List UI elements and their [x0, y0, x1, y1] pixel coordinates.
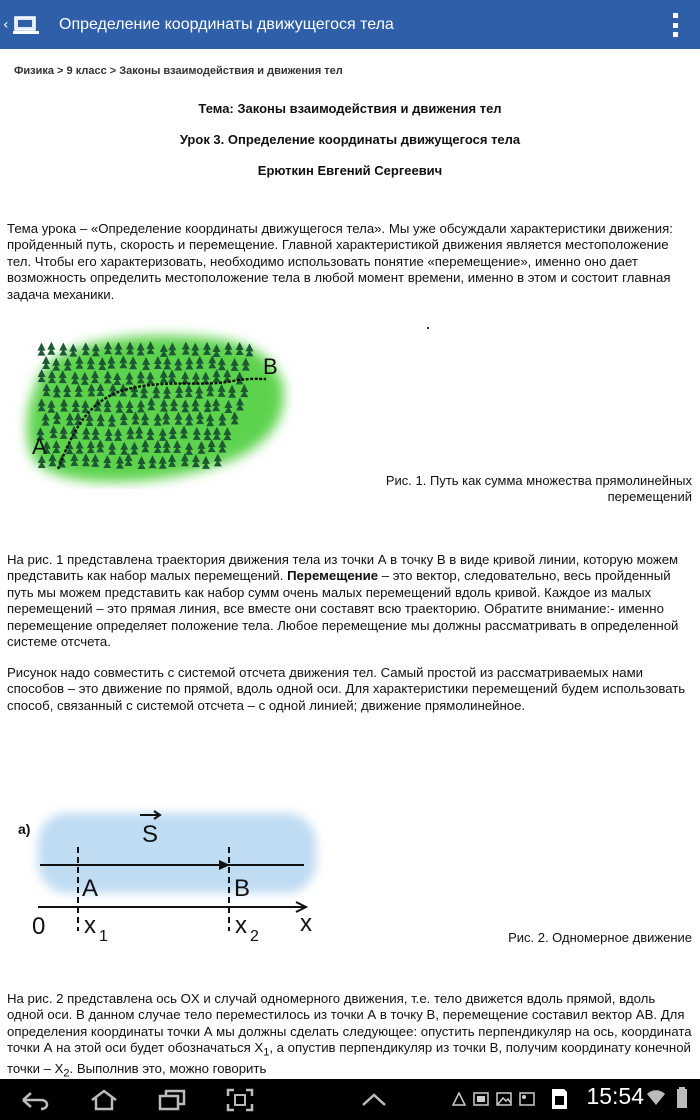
- back-arrow-icon[interactable]: [2, 1079, 70, 1120]
- paragraph-coordinates-a: На рис. 2 представлена ось OX и случай одномерного движения, т.е. тело движется вдоль прямой, вдоль одной оси. В данном случае тело переместилось из точки А в точку В, перемещение составил вектор АВ. Для определения координаты точки А мы должны сделать следующее: опустить перпендикуляр на ось, координата точки А на этой оси будет обозначаться Х: [7, 991, 692, 1056]
- tree-icon: [47, 342, 55, 355]
- paragraph-reference-frame: Рисунок надо совместить с системой отсчета движения тел. Самый простой из рассматриваемых нами способов – это движение по прямой, вдоль одной оси. Для характеристики перемещений будем использовать способ, связанный с системой отсчета – с одной линией; движение прямолинейное.: [7, 665, 686, 713]
- monitor-app-icon[interactable]: [13, 14, 39, 36]
- figure-2-one-dimensional-motion: [16, 801, 326, 951]
- tree-icon: [42, 356, 50, 369]
- paragraph-trajectory-start: На рис. 1 представлена траектория движения тела из точки А в точку В в виде кривой линии, которую можем представить как набор малых перемещений.: [7, 552, 679, 584]
- tree-icon: [82, 342, 90, 355]
- axis-x-label: x: [300, 910, 312, 937]
- figure-1-forest-path: [18, 321, 293, 489]
- article-content: [0, 49, 700, 1079]
- figure-1-caption: [386, 473, 692, 505]
- motion-region: [38, 813, 316, 893]
- subscript-2: 2: [63, 1067, 70, 1079]
- x2-subscript: 2: [250, 928, 259, 945]
- tree-icon: [59, 343, 67, 356]
- paragraph-trajectory: [7, 552, 695, 650]
- point-b-label: B: [234, 875, 251, 902]
- wifi-icon: [646, 1089, 666, 1107]
- tree-icon: [69, 344, 77, 357]
- tree-icon: [245, 343, 253, 356]
- image-icon: [519, 1092, 535, 1106]
- x1-subscript: 1: [99, 928, 108, 945]
- x2-label: x: [235, 912, 247, 939]
- overflow-menu-icon[interactable]: [672, 13, 678, 37]
- action-bar: [0, 0, 700, 49]
- back-chevron-icon[interactable]: ‹: [3, 16, 9, 33]
- chevron-up-icon[interactable]: [340, 1079, 408, 1120]
- paragraph-coordinates-c: . Выполнив это, можно говорить: [69, 1061, 267, 1077]
- home-icon[interactable]: [70, 1079, 138, 1120]
- tree-icon: [37, 343, 45, 356]
- paragraph-trajectory-rest: – это вектор, следовательно, весь пройденный путь мы можем представить как набор сумм очень малых перемещений вдоль кривой. Каждое из малых перемещений – это прямая линия, все вместе они составят всю траекторию. Обратите внимание:- именно перемещение определяет положение тела. Любое перемещение мы должны рассматривать в определенной системе отсчета.: [7, 568, 679, 650]
- topic-heading: Тема: Законы взаимодействия и движения тел: [198, 101, 502, 116]
- stray-dot: [427, 327, 429, 329]
- subscript-1: 1: [263, 1046, 270, 1059]
- author-name: Ерюткин Евгений Сергеевич: [257, 163, 443, 178]
- screenshot-notification-icon: [473, 1092, 489, 1106]
- origin-label: 0: [32, 913, 46, 940]
- notification-icons: [452, 1092, 535, 1106]
- paragraph-coordinates-b: , а опустив перпендикуляр из точки В, получим координату конечной точки – Х: [7, 1040, 691, 1077]
- breadcrumb[interactable]: Физика > 9 класс > Законы взаимодействия и движения тел: [14, 65, 343, 77]
- status-clock: 15:54: [586, 1083, 644, 1109]
- figure-1-caption-line-2: перемещений: [607, 489, 692, 504]
- point-a-label: A: [32, 434, 47, 459]
- panel-label: a): [18, 821, 31, 837]
- paragraph-coordinates: [7, 991, 695, 1079]
- point-a-label: A: [82, 875, 99, 902]
- x1-label: x: [84, 912, 96, 939]
- screen-title: Определение координаты движущегося тела: [59, 15, 394, 33]
- recent-apps-icon[interactable]: [138, 1079, 206, 1120]
- gallery-icon: [496, 1092, 512, 1106]
- paragraph-intro: Тема урока – «Определение координаты движущегося тела». Мы уже обсуждали характеристики движения: пройденный путь, скорость и перемещение. Главной характеристикой движения является местоположение тел. Чтобы его характеризовать, необходимо использовать понятие «перемещение», именно оно дает возможность определить местоположение тела в любой момент времени, именно в этом и состоит главная задача механики.: [7, 221, 673, 302]
- sd-card-icon: [548, 1087, 570, 1111]
- screenshot-icon[interactable]: [206, 1079, 274, 1120]
- figure-2-caption: Рис. 2. Одномерное движение: [508, 930, 692, 945]
- warning-icon: [452, 1092, 466, 1106]
- battery-icon: [676, 1087, 688, 1109]
- figure-1-caption-line-1: Рис. 1. Путь как сумма множества прямолинейных: [385, 473, 692, 488]
- vector-s-label: S: [142, 821, 159, 848]
- term-displacement: Перемещение: [287, 568, 379, 584]
- point-b-label: B: [263, 354, 278, 379]
- system-navigation-bar: [0, 1079, 700, 1120]
- lesson-heading: Урок 3. Определение координаты движущегося тела: [179, 132, 521, 147]
